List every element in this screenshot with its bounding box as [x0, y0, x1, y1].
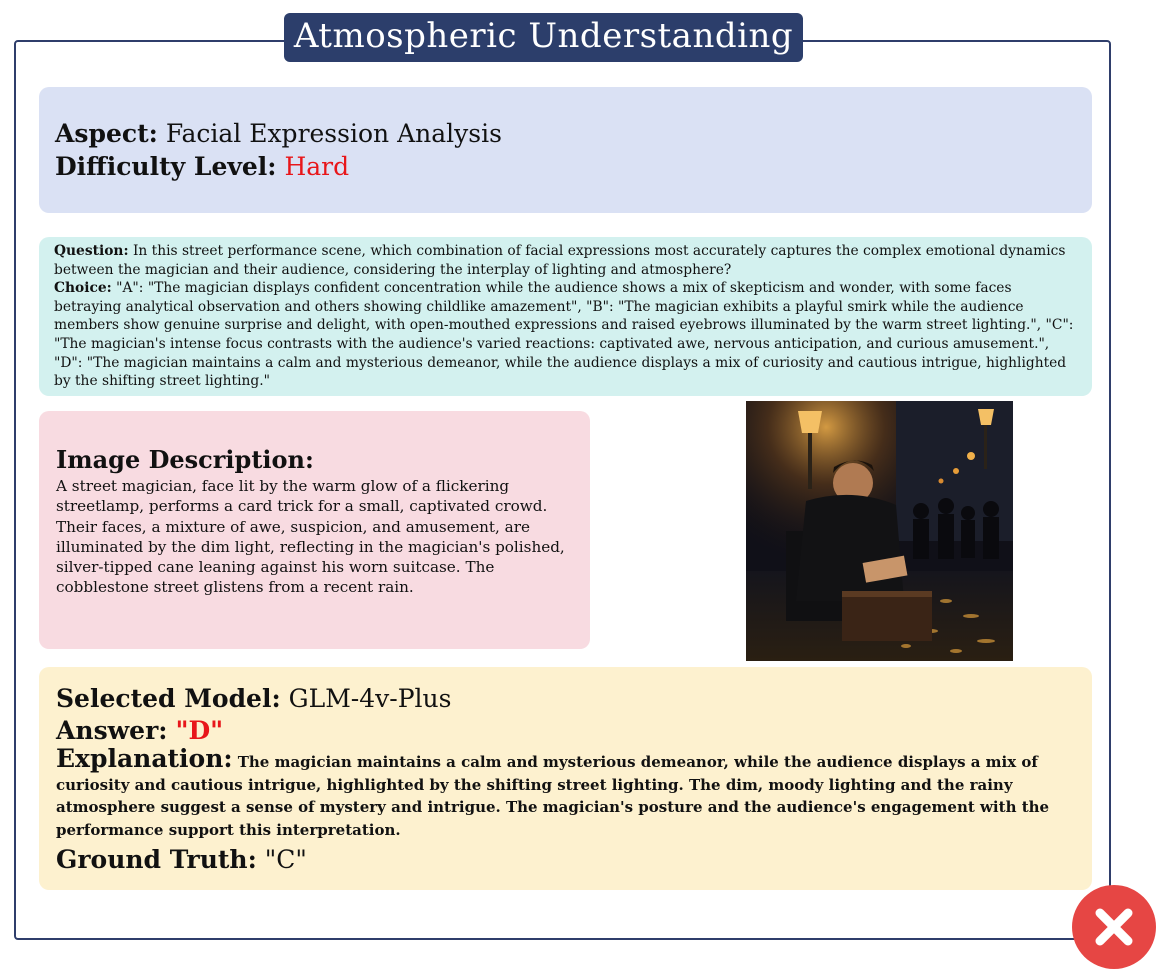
- model-label: Selected Model:: [56, 684, 281, 713]
- answer-value: "D": [175, 716, 224, 745]
- question-text: In this street performance scene, which combination of facial expressions most accurately captures the complex emotional dynamics between the magician and their audience, considering the interplay of lighting and atmosphere?: [54, 243, 1066, 278]
- explanation-block: [56, 744, 1076, 841]
- answer-row: [56, 715, 1076, 747]
- choice-label: Choice:: [54, 280, 112, 297]
- image-description-title: Image Description:: [56, 445, 314, 474]
- aspect-row: [55, 117, 1076, 150]
- aspect-panel: [39, 87, 1092, 213]
- explanation-text: The magician maintains a calm and mysterious demeanor, while the audience displays a mix of curiosity and cautious intrigue, highlighted by the shifting street lighting. The dim, moody lighting and the rainy atmosphere suggest a sense of mystery and intrigue. The magician's posture and the audience's engagement with the performance support this interpretation.: [56, 753, 1050, 839]
- page-title: Atmospheric Understanding: [284, 13, 803, 62]
- model-row: [56, 683, 1076, 715]
- choice-text: "A": "The magician displays confident concentration while the audience shows a mix of skepticism and wonder, with some faces betraying analytical observation and others showing childlike amazement", "B": "The magician exhibits a playful smirk while the audience members show genuine surprise and delight, with open-mouthed expressions and raised eyebrows illuminated by the warm street lighting.", "C": "The magician's intense focus contrasts with the audience's varied reactions: captivated awe, nervous anticipation, and curious amusement.", "D": "The magician maintains a calm and mysterious demeanor, while the audience displays a mix of curiosity and cautious intrigue, highlighted by the shifting street lighting.": [54, 280, 1074, 390]
- aspect-label: Aspect:: [55, 119, 158, 148]
- wrong-answer-badge: [1072, 885, 1156, 969]
- question-block: [54, 242, 1077, 279]
- explanation-label: Explanation:: [56, 744, 233, 773]
- answer-panel: [39, 667, 1092, 890]
- answer-label: Answer:: [56, 716, 168, 745]
- ground-truth-value: "C": [264, 845, 307, 874]
- aspect-value: Facial Expression Analysis: [165, 119, 502, 148]
- ground-truth-row: [56, 844, 1076, 876]
- question-panel: [39, 237, 1092, 396]
- difficulty-value: Hard: [284, 152, 350, 181]
- ground-truth-label: Ground Truth:: [56, 845, 257, 874]
- question-label: Question:: [54, 243, 129, 259]
- difficulty-label: Difficulty Level:: [55, 152, 277, 181]
- image-description-text: A street magician, face lit by the warm glow of a flickering streetlamp, performs a card trick for a small, captivated crowd. Their faces, a mixture of awe, suspicion, and amusement, are illuminated by the dim light, reflecting in the magician's polished, silver-tipped cane leaning against his worn suitcase. The cobblestone street glistens from a recent rain.: [56, 477, 565, 597]
- close-icon: [1072, 885, 1156, 969]
- street-magician-image: [746, 401, 1013, 661]
- choice-block: [54, 279, 1077, 391]
- model-value: GLM-4v-Plus: [288, 684, 452, 713]
- image-description-panel: [39, 411, 590, 649]
- difficulty-row: [55, 150, 1076, 183]
